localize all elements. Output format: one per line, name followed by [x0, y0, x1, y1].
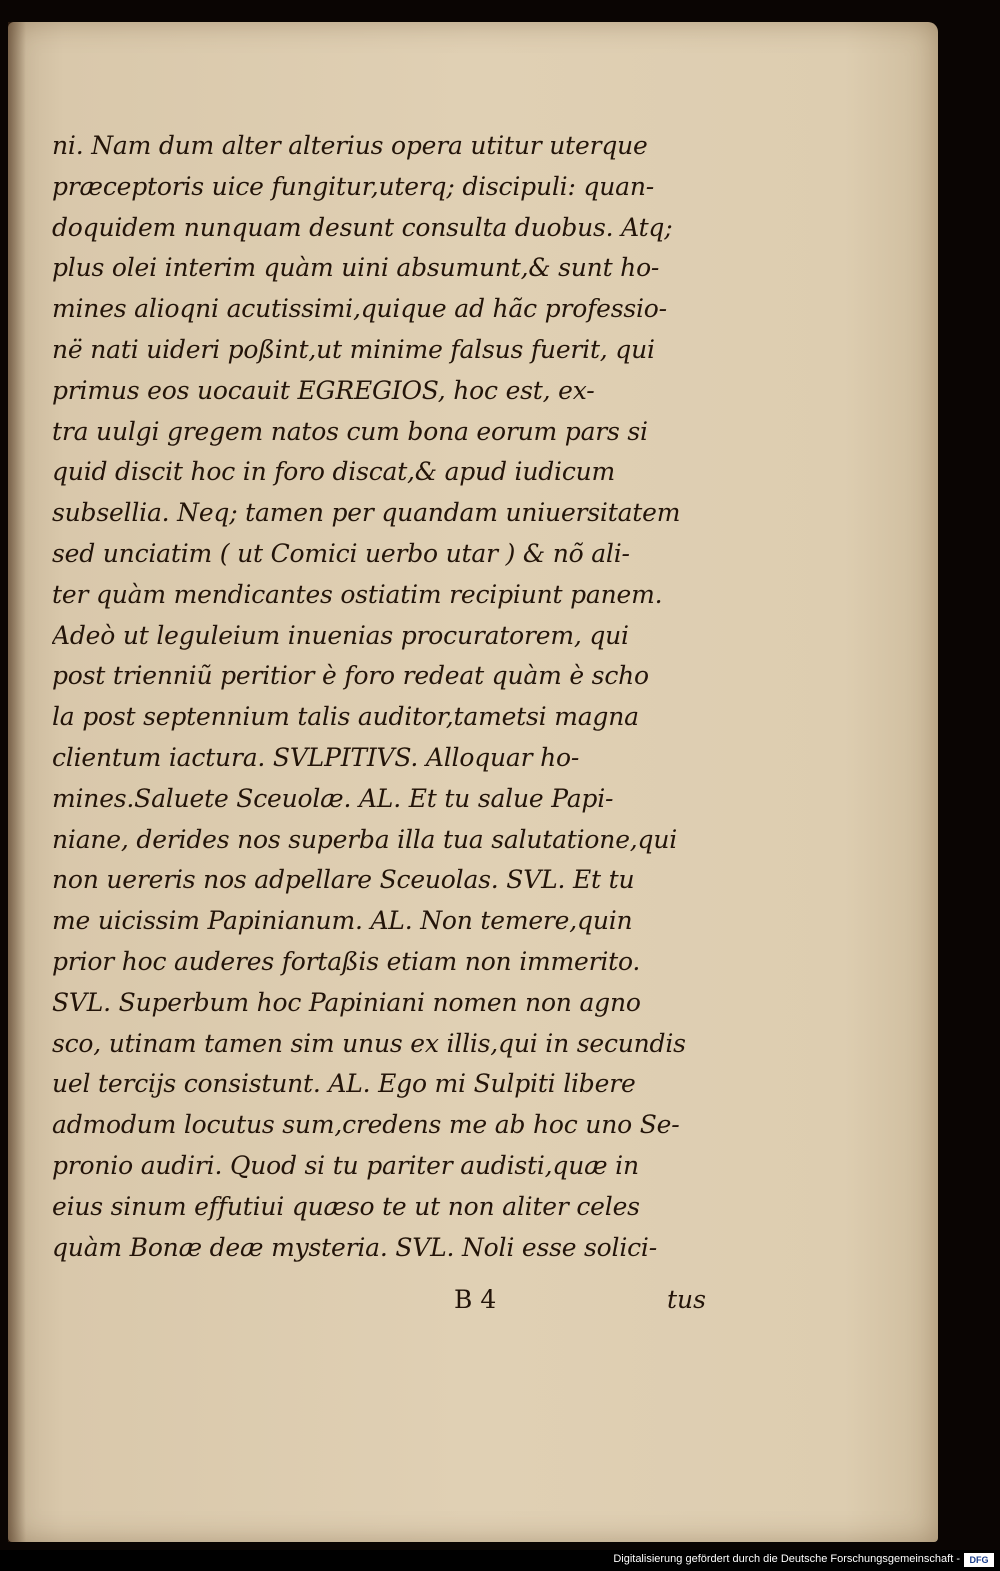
- page-footer: [56, 1280, 706, 1320]
- text-line: sco, utinam tamen sim unus ex illis,qui in secundis: [52, 1028, 686, 1058]
- text-line: subsellia. Neq; tamen per quandam uniuersitatem: [52, 498, 681, 528]
- text-line: ter quàm mendicantes ostiatim recipiunt panem.: [52, 579, 663, 609]
- text-line: pronio audiri. Quod si tu pariter audisti,quæ in: [52, 1150, 639, 1180]
- text-line: niane, derides nos superba illa tua salutatione,qui: [52, 824, 678, 854]
- text-line: quid discit hoc in foro discat,& apud iudicum: [52, 457, 616, 487]
- text-line: præceptoris uice fungitur,uterq; discipuli: quan-: [52, 171, 654, 201]
- text-line: post trienniũ peritior è foro redeat quàm è scho: [52, 661, 649, 691]
- text-line: ni. Nam dum alter alterius opera utitur uterque: [52, 131, 648, 160]
- text-line: plus olei interim quàm uini absumunt,& sunt ho-: [52, 253, 660, 283]
- text-line: doquidem nunquam desunt consulta duobus. Atq;: [52, 212, 673, 242]
- text-line: mines.Saluete Sceuolæ. AL. Et tu salue Papi-: [52, 783, 614, 813]
- text-line: sed unciatim ( ut Comici uerbo utar ) & nõ ali-: [52, 538, 630, 568]
- signature-mark: B 4: [454, 1285, 497, 1314]
- funding-credit: Digitalisierung gefördert durch die Deutsche Forschungsgemeinschaft -: [613, 1553, 960, 1565]
- text-line: admodum locutus sum,credens me ab hoc uno Se-: [52, 1110, 680, 1140]
- dfg-logo-icon: DFG: [964, 1553, 994, 1567]
- page-text-block: [52, 126, 712, 1268]
- text-line: la post septennium talis auditor,tametsi magna: [52, 702, 639, 732]
- text-line: non uereris nos adpellare Sceuolas. SVL. Et tu: [52, 865, 635, 895]
- text-line: mines alioqni acutissimi,quique ad hãc professio-: [52, 294, 667, 324]
- text-line: primus eos uocauit EGREGIOS, hoc est, ex-: [52, 375, 595, 405]
- catchword: tus: [667, 1285, 706, 1314]
- text-line: uel tercijs consistunt. AL. Ego mi Sulpiti libere: [52, 1069, 636, 1099]
- text-line: në nati uideri poßint,ut minime falsus fuerit, qui: [52, 334, 655, 364]
- text-line: Adeò ut leguleium inuenias procuratorem, qui: [52, 620, 629, 650]
- text-line: SVL. Superbum hoc Papiniani nomen non agno: [52, 987, 641, 1017]
- text-line: clientum iactura. SVLPITIVS. Alloquar ho-: [52, 742, 580, 772]
- text-line: quàm Bonæ deæ mysteria. SVL. Noli esse solici-: [52, 1232, 657, 1262]
- text-line: prior hoc auderes fortaßis etiam non immerito.: [52, 946, 641, 976]
- text-line: eius sinum effutiui quæso te ut non aliter celes: [52, 1191, 640, 1221]
- credit-bar: [0, 1550, 1000, 1571]
- text-line: tra uulgi gregem natos cum bona eorum pars si: [52, 416, 648, 446]
- book-page: [8, 22, 938, 1542]
- text-line: me uicissim Papinianum. AL. Non temere,quin: [52, 906, 633, 936]
